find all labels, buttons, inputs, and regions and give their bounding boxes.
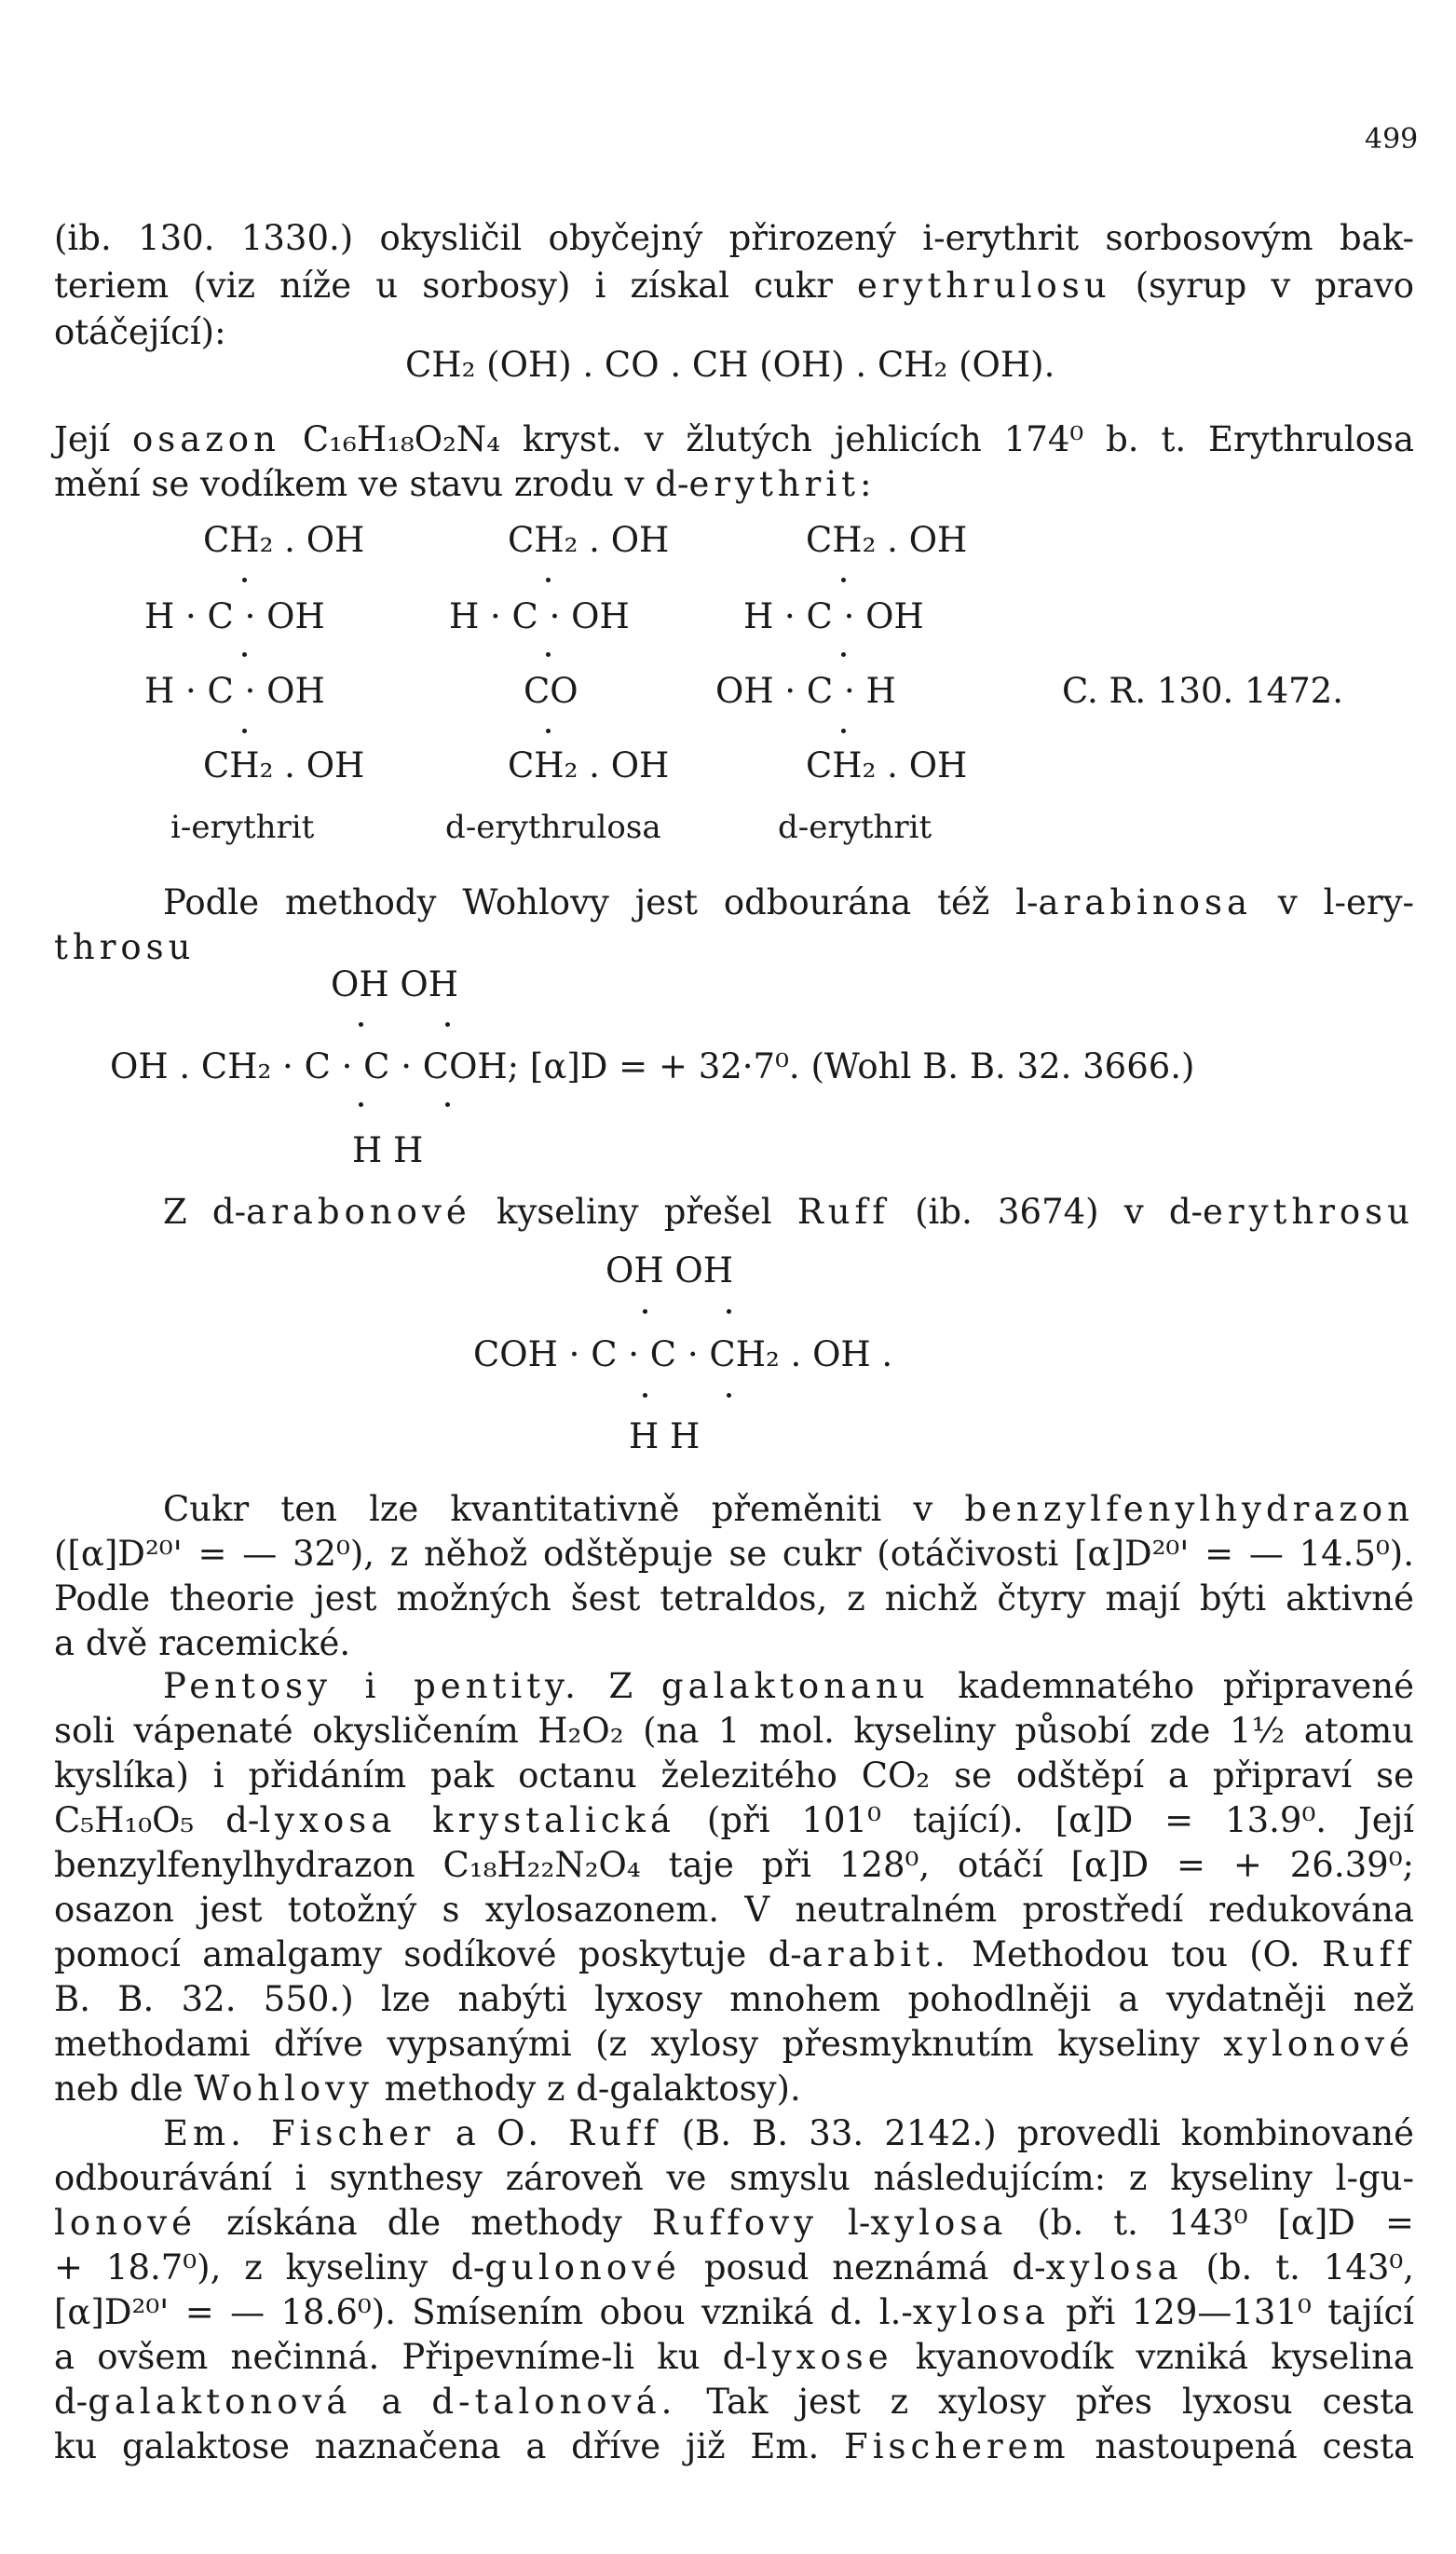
struct1-row2: H · C · OH <box>144 596 325 636</box>
para1-line3: otáčející): <box>54 312 226 352</box>
formula3-bottom: H H <box>629 1416 701 1456</box>
para7-line5: [α]D²⁰' = — 18.6⁰). Smísením obou vzniká d. l.-xylosa při 129—131⁰ tající <box>54 2292 1414 2332</box>
bond-dot <box>546 578 551 582</box>
bond-dot <box>841 578 846 582</box>
para7-line4: + 18.7⁰), z kyseliny d-gulonové posud neznámá d-xylosa (b. t. 143⁰, <box>54 2247 1414 2288</box>
para7-line2: odbourávání i synthesy zároveň ve smyslu následujícím: z kyseliny l-gu- <box>54 2158 1414 2198</box>
bond-dot <box>242 652 247 657</box>
para6-line7: pomocí amalgamy sodíkové poskytuje d-arabit. Methodou tou (O. Ruff <box>54 1934 1415 1974</box>
para7-line8: ku galaktose naznačena a dříve již Em. Fischerem nastoupená cesta <box>54 2426 1415 2466</box>
formula3-top: OH OH <box>606 1250 733 1291</box>
para5-line2: ([α]D²⁰' = — 32⁰), z něhož odštěpuje se cukr (otáčivosti [α]D²⁰' = — 14.5⁰). <box>54 1534 1414 1574</box>
formula2-main: OH . CH₂ · C · C · COH; [α]D = + 32·7⁰. (Wohl B. B. 32. 3666.) <box>110 1046 1195 1086</box>
para5-line3: Podle theorie jest možných šest tetraldos, z nichž čtyry mají býti aktivné <box>54 1578 1414 1618</box>
para7-line3: lonové získána dle methody Ruffovy l-xylosa (b. t. 143⁰ [α]D = <box>54 2203 1415 2243</box>
para3-line1: Podle methody Wohlovy jest odbourána též l-arabinosa v l-ery- <box>163 882 1414 922</box>
formula2-bottom: H H <box>352 1130 424 1170</box>
bond-dot <box>359 1102 363 1107</box>
struct3-row1: CH₂ . OH <box>806 520 968 560</box>
bond-dot <box>242 729 247 733</box>
page-number: 499 <box>1365 123 1419 156</box>
bond-dot <box>727 1309 731 1314</box>
para7-line7: d-galaktonová a d-talonová. Tak jest z xylosy přes lyxosu cesta <box>54 2382 1414 2422</box>
citation-cr: C. R. 130. 1472. <box>1062 671 1343 711</box>
bond-dot <box>546 729 551 733</box>
struct2-row2: H · C · OH <box>449 596 630 636</box>
struct1-row3: H · C · OH <box>144 671 325 711</box>
bond-dot <box>445 1022 450 1027</box>
para6-line1: Pentosy i pentity. Z galaktonanu kademnatého připravené <box>163 1666 1415 1706</box>
para6-line6: osazon jest totožný s xylosazonem. V neutralném prostředí redukována <box>54 1890 1414 1930</box>
para6-line10: neb dle Wohlovy methody z d-galaktosy). <box>54 2069 801 2109</box>
para6-line5: benzylfenylhydrazon C₁₈H₂₂N₂O₄ taje při 128⁰, otáčí [α]D = + 26.39⁰; <box>54 1845 1414 1885</box>
para4-line1: Z d-arabonové kyseliny přešel Ruff (ib. 3674) v d-erythrosu <box>163 1192 1414 1232</box>
para6-line8: B. B. 32. 550.) lze nabýti lyxosy mnohem pohodlněji a vydatněji než <box>54 1979 1414 2019</box>
para6-line9: methodami dříve vypsanými (z xylosy přesmyknutím kyseliny xylonové <box>54 2024 1415 2064</box>
para5-line4: a dvě racemické. <box>54 1623 351 1663</box>
formula3-main: COH · C · C · CH₂ . OH . <box>473 1334 893 1374</box>
para2-line2: mění se vodíkem ve stavu zrodu v d-erythrit: <box>54 464 877 504</box>
para3-line2: throsu <box>54 927 196 967</box>
para6-line2: soli vápenaté okysličením H₂O₂ (na 1 mol. kyseliny působí zde 1½ atomu <box>54 1711 1414 1751</box>
struct3-row3: OH · C · H <box>715 671 896 711</box>
label-d-erythrit: d-erythrit <box>778 809 932 846</box>
para1-line1: (ib. 130. 1330.) okysličil obyčejný přirozený i-erythrit sorbosovým bak- <box>54 218 1414 258</box>
label-i-erythrit: i-erythrit <box>170 809 315 846</box>
struct3-row2: H · C · OH <box>743 596 924 636</box>
struct3-row4: CH₂ . OH <box>806 745 968 785</box>
bond-dot <box>445 1102 450 1107</box>
struct2-row4: CH₂ . OH <box>508 745 670 785</box>
para7-line6: a ovšem nečinná. Připevníme-li ku d-lyxose kyanovodík vzniká kyselina <box>54 2337 1414 2377</box>
para5-line1: Cukr ten lze kvantitativně přeměniti v benzylfenylhydrazon <box>163 1489 1415 1529</box>
struct1-row4: CH₂ . OH <box>203 745 365 785</box>
struct1-row1: CH₂ . OH <box>203 520 365 560</box>
para2-line1: Její osazon C₁₆H₁₈O₂N₄ kryst. v žlutých jehlicích 174⁰ b. t. Erythrulosa <box>54 419 1415 459</box>
struct2-row1: CH₂ . OH <box>508 520 670 560</box>
formula2-top: OH OH <box>331 964 458 1004</box>
para1-line2: teriem (viz níže u sorbosy) i získal cukr erythrulosu (syrup v pravo <box>54 266 1414 306</box>
bond-dot <box>359 1022 363 1027</box>
bond-dot <box>643 1309 647 1314</box>
bond-dot <box>643 1393 647 1398</box>
label-d-erythrulosa: d-erythrulosa <box>445 809 661 846</box>
bond-dot <box>727 1393 731 1398</box>
bond-dot <box>841 729 846 733</box>
bond-dot <box>242 578 247 582</box>
formula-erythrulosa: CH₂ (OH) . CO . CH (OH) . CH₂ (OH). <box>405 345 1055 385</box>
para7-line1: Em. Fischer a O. Ruff (B. B. 33. 2142.) provedli kombinované <box>163 2113 1414 2153</box>
struct2-row3: CO <box>524 671 578 711</box>
bond-dot <box>546 652 551 657</box>
bond-dot <box>841 652 846 657</box>
para6-line4: C₅H₁₀O₅ d-lyxosa krystalická (při 101⁰ tající). [α]D = 13.9⁰. Její <box>54 1800 1414 1840</box>
para6-line3: kyslíka) i přidáním pak octanu železitého CO₂ se odštěpí a připraví se <box>54 1755 1414 1796</box>
